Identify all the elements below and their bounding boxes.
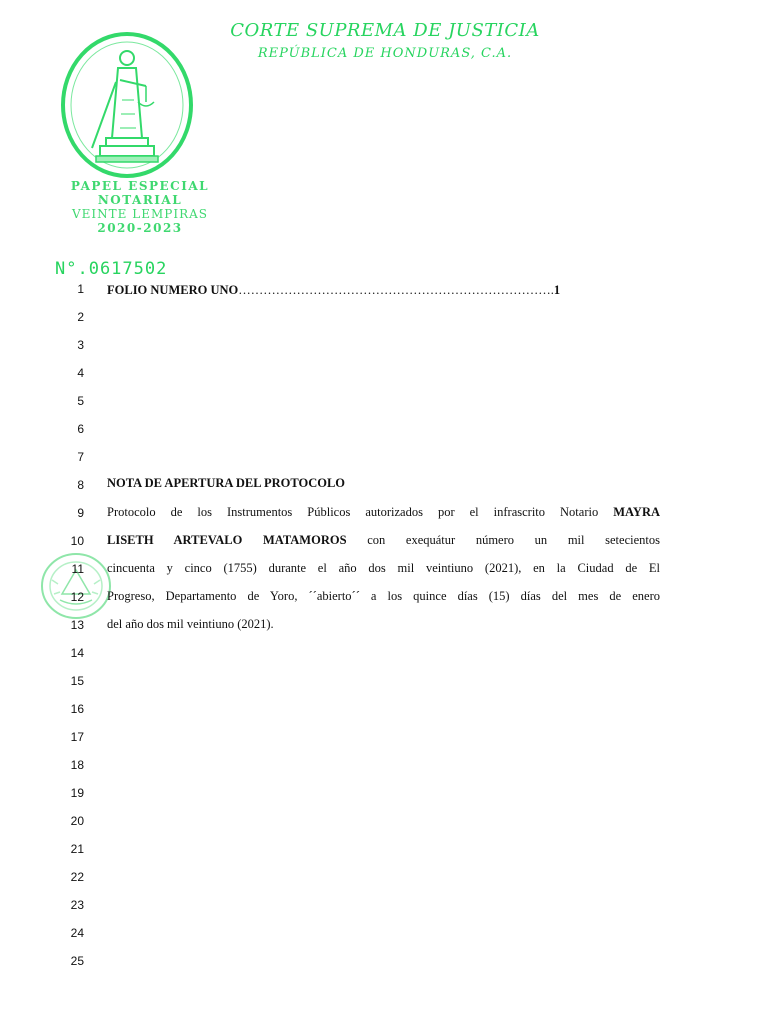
line-number: 10	[70, 534, 84, 548]
line-number: 20	[70, 814, 84, 828]
folio-dots: ………………………………………………………………….	[238, 283, 554, 297]
line-number: 23	[70, 898, 84, 912]
line-number: 4	[77, 366, 84, 380]
notary-last-names: LISETH ARTEVALO MATAMOROS	[107, 533, 347, 547]
paragraph-line-10	[107, 532, 660, 548]
paper-label-line-3: VEINTE LEMPIRAS	[72, 207, 208, 221]
line10-text: con exequátur número un mil setecientos	[367, 533, 660, 547]
line-number: 13	[70, 618, 84, 632]
paper-label-line-1: PAPEL ESPECIAL	[70, 179, 210, 193]
line-number: 14	[70, 646, 84, 660]
line-number: 7	[77, 450, 84, 464]
court-title: CORTE SUPREMA DE JUSTICIA	[230, 20, 540, 41]
line-number: 21	[70, 842, 84, 856]
lady-justice-seal-icon	[58, 30, 196, 180]
honduras-coat-of-arms-stamp-icon	[38, 550, 118, 622]
paragraph-line-13: del año dos mil veintiuno (2021).	[107, 617, 274, 631]
line-number: 16	[70, 702, 84, 716]
line-number: 1	[77, 282, 84, 296]
court-subtitle: REPÚBLICA DE HONDURAS, C.A.	[257, 46, 513, 61]
line-number: 22	[70, 870, 84, 884]
line-number: 3	[77, 338, 84, 352]
line-number: 6	[77, 422, 84, 436]
folio-number: 1	[553, 283, 561, 297]
paper-label-line-2: NOTARIAL	[97, 193, 183, 207]
paragraph-line-11: cincuenta y cinco (1755) durante el año dos mil veintiuno (2021), en la Ciudad de El	[107, 561, 660, 575]
paper-label-line-4: 2020-2023	[97, 221, 183, 235]
notary-first-name: MAYRA	[613, 505, 661, 519]
line-number: 17	[70, 730, 84, 744]
line-number: 12	[70, 590, 84, 604]
line-number: 24	[70, 926, 84, 940]
line9-text: Protocolo de los Instrumentos Públicos autorizados por el infrascrito Notario	[107, 505, 599, 519]
line-number: 25	[70, 954, 84, 968]
serial-number: N°.0617502	[55, 259, 168, 279]
line-number: 5	[77, 394, 84, 408]
folio-line	[107, 282, 660, 298]
line-number: 15	[70, 674, 84, 688]
line-number: 18	[70, 758, 84, 772]
line-number: 9	[77, 506, 84, 520]
line-number: 8	[77, 478, 84, 492]
line-number: 19	[70, 786, 84, 800]
document-heading: NOTA DE APERTURA DEL PROTOCOLO	[107, 476, 346, 490]
folio-label: FOLIO NUMERO UNO	[107, 283, 239, 297]
line-number: 2	[77, 310, 84, 324]
line-number: 11	[71, 562, 84, 576]
paragraph-line-12: Progreso, Departamento de Yoro, ´´abierto´´ a los quince días (15) días del mes de enero	[107, 589, 660, 603]
paragraph-line-9	[107, 504, 660, 520]
